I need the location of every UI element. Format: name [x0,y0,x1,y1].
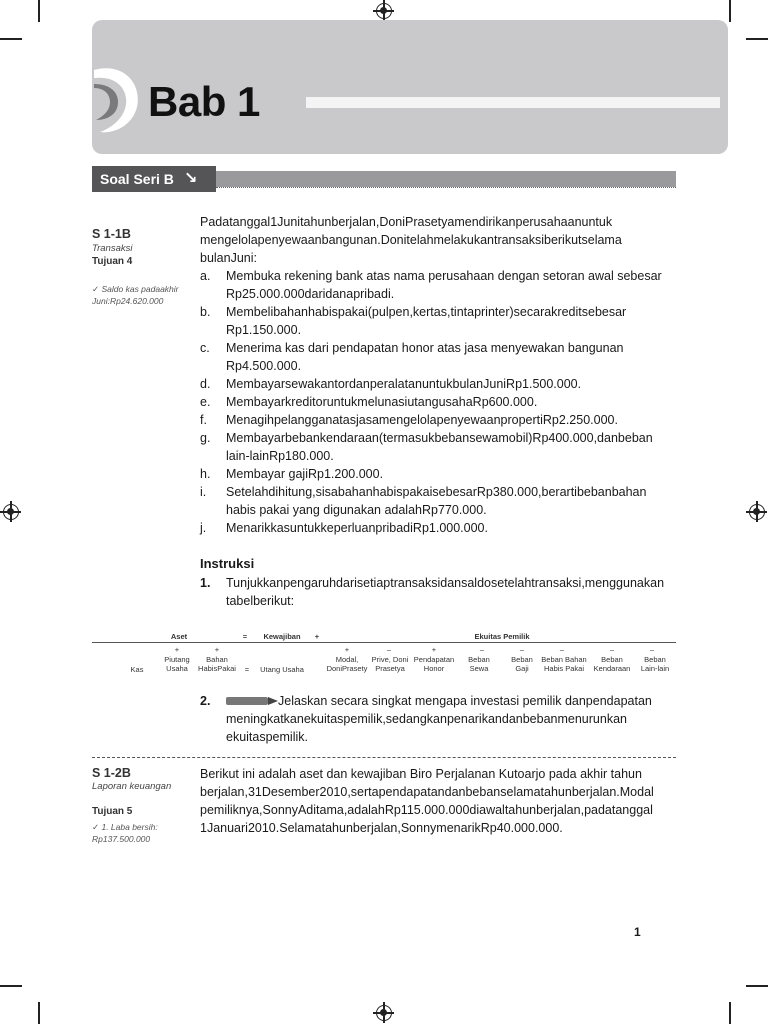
table-column-label: Kas [130,665,144,674]
crop-mark [746,38,768,40]
registration-mark-icon [376,3,392,19]
sign-mark: – [479,645,485,654]
transaction-item: j. MenarikkasuntukkeperluanpribadiRp1.000.000. [200,521,488,535]
table-rule [92,642,676,643]
chapter-swirl-icon [92,62,152,142]
check-icon: ✓ [92,822,102,832]
instruction-item: 2. Jelaskan secara singkat mengapa investasi pemilik danpendapatan meningkatkanekuitaspemilik,sedangkanpenarikandanbebanmenurunkan ekuitaspemilik. [200,694,652,744]
transaction-item: g. Membayarbebankendaraan(termasukbebansewamobil)Rp400.000,danbeban lain-lainRp180.000. [200,431,653,463]
sign-mark: – [649,645,655,654]
sign-mark: + [431,645,437,654]
crop-mark [38,0,40,22]
transaction-item: f. MenagihpelangganatasjasamengelolapenyewaanpropertiRp2.250.000. [200,413,618,427]
problem-topic: Laporan keuangan [92,781,172,792]
table-column-label: Modal, DoniPrasety [326,655,368,673]
crop-mark [0,985,22,987]
transaction-item: e. MembayarkreditoruntukmelunasiutangusahaRp600.000. [200,395,538,409]
transaction-item: c. Menerima kas dari pendapatan honor atas jasa menyewakan bangunan Rp4.500.000. [200,341,624,373]
header-kewajiban: Kewajiban [263,632,301,641]
problem-separator [92,757,676,758]
table-column-label: Beban Gaji [511,655,533,673]
table-column-label: Beban Kendaraan [593,655,631,673]
table-column-label: Beban Bahan Habis Pakai [541,655,587,673]
table-column-label: Prive, Doni Prasetya [371,655,409,673]
header-aset: Aset [170,632,188,641]
table-column-label: Piutang Usaha [164,655,190,673]
instructions-title: Instruksi [200,556,255,571]
sign-mark: – [559,645,565,654]
crop-mark [38,1002,40,1024]
equation-table: Aset = Kewajiban + Ekuitas Pemilik + + + – + – – – – – Kas Piutang Usaha Bahan HabisPakai = Utang Usaha Modal, DoniPrasety Prive, Doni Prasetya Pendapatan Honor Beban Sewa Beban Gaji Beban Bahan Habis Pakai Beban Kendaraan Beban Lain-lain [92,632,676,684]
problem-text: Berikut ini adalah aset dan kewajiban Biro Perjalanan Kutoarjo pada akhir tahun berjalan,31Desember2010,sertapendapatandanbebanselamatahunberjalan.Modal pemiliknya,SonnyAditama,adalahRp115.000.000diawaltahunberjalan,padatanggal 1Januari2010.Selamatahunberjalan,SonnymenarikRp40.000.000. [200,767,654,835]
crop-mark [729,0,731,22]
table-column-label: Pendapatan Honor [413,655,455,673]
problem-number: S 1-1B [92,227,131,241]
header-ekuitas: Ekuitas Pemilik [474,632,530,641]
arrow-down-right-icon: ↘ [184,170,198,187]
table-column-label: = [244,665,250,674]
problem-objective: Tujuan 5 [92,806,133,817]
crop-mark [746,985,768,987]
sign-mark: + [344,645,350,654]
check-icon: ✓ [92,284,102,294]
chapter-title: Bab 1 [148,78,260,125]
transaction-item: h. Membayar gajiRp1.200.000. [200,467,384,481]
section-label: Soal Seri B [100,171,174,187]
sign-mark: – [609,645,615,654]
registration-mark-icon [376,1005,392,1021]
title-bar [306,97,720,108]
registration-mark-icon [749,504,765,520]
transaction-item: a. Membuka rekening bank atas nama perusahaan dengan setoran awal sebesar Rp25.000.000daridanapribadi. [200,269,662,301]
crop-mark [729,1002,731,1024]
section-divider [216,187,676,188]
sign-mark: – [519,645,525,654]
instruction-item: 1. Tunjukkanpengaruhdarisetiaptransaksidansaldosetelahtransaksi,menggunakan tabelberikut: [200,576,665,608]
transaction-item: b. Membelibahanhabispakai(pulpen,kertas,tintaprinter)secarakreditsebesar Rp1.150.000. [200,305,627,337]
table-column-label: Beban Lain-lain [640,655,670,673]
sign-mark: + [174,645,180,654]
problem-number: S 1-2B [92,766,131,780]
table-column-label: Bahan HabisPakai [198,655,236,673]
page-number: 1 [634,925,641,939]
sign-mark: + [214,645,220,654]
section-header [92,166,216,192]
registration-mark-icon [3,504,19,520]
transaction-item: d. MembayarsewakantordanperalatanuntukbulanJuniRp1.500.000. [200,377,582,391]
table-column-label: Utang Usaha [260,665,304,674]
sign-mark: – [386,645,392,654]
problem-intro: Padatanggal1Junitahunberjalan,DoniPrasetyamendirikanperusahaanuntuk mengelolapenyewaanbangunan.Donitelahmelakukantransaksiberikutselama bulanJuni: [200,215,622,265]
problem-objective: Tujuan 4 [92,256,133,267]
problem-note: ✓ 1. Laba bersih: Rp137.500.000 [92,822,158,844]
problem-note: ✓ Saldo kas padaakhir Juni:Rp24.620.000 [92,284,179,306]
table-column-label: Beban Sewa [468,655,490,673]
crop-mark [0,38,22,40]
transaction-item: i. Setelahdihitung,sisabahanhabispakaisebesarRp380.000,berartibebanbahan habis pakai yang digunakan adalahRp770.000. [200,485,647,517]
problem-topic: Transaksi [92,243,133,254]
section-rule [216,171,676,187]
